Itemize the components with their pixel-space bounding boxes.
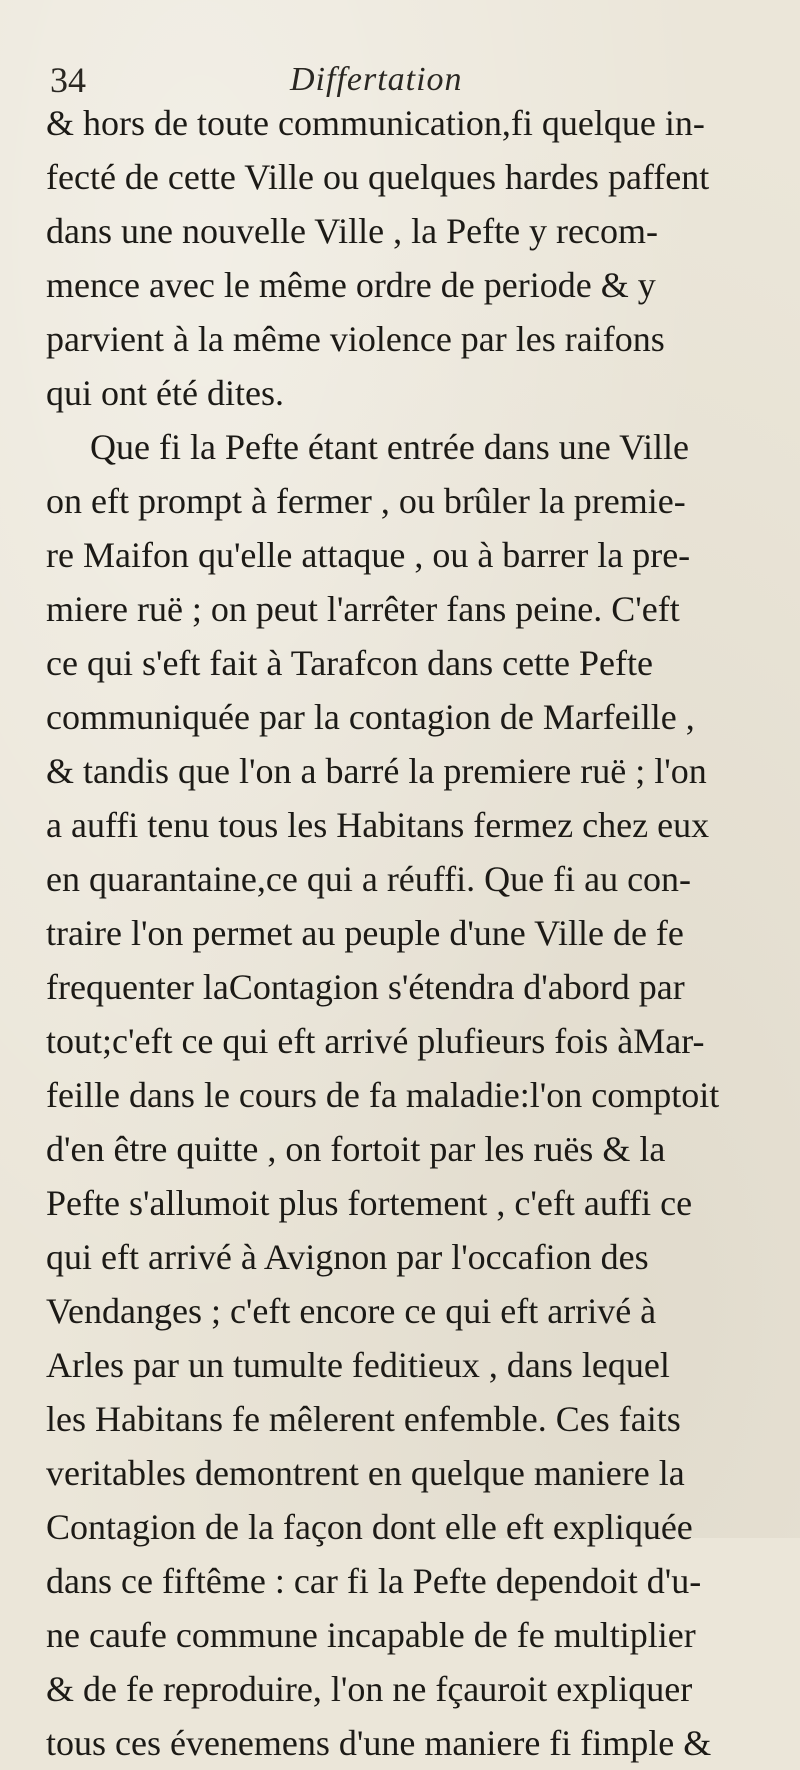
text-line: mence avec le même ordre de periode & y xyxy=(46,265,656,305)
text-line: Contagion de la façon dont elle eft expliquée xyxy=(46,1507,693,1547)
text-line: Que fi la Pefte étant entrée dans une Ville xyxy=(90,427,689,467)
text-line: Pefte s'allumoit plus fortement , c'eft auffi ce xyxy=(46,1183,693,1223)
text-line: qui ont été dites. xyxy=(46,373,284,413)
text-line: d'en être quitte , on fortoit par les ruës & la xyxy=(46,1129,666,1169)
text-line: dans ce fiftême : car fi la Pefte dependoit d'u- xyxy=(46,1561,702,1601)
text-line: feille dans le cours de fa maladie:l'on comptoit xyxy=(46,1075,720,1115)
text-line: & hors de toute communication,fi quelque in- xyxy=(46,103,705,143)
text-line: qui eft arrivé à Avignon par l'occafion des xyxy=(46,1237,649,1277)
body-text xyxy=(46,96,766,1770)
text-line: en quarantaine,ce qui a réuffi. Que fi au con- xyxy=(46,859,692,899)
text-line: fecté de cette Ville ou quelques hardes paffent xyxy=(46,157,710,197)
text-line: dans une nouvelle Ville , la Pefte y recom- xyxy=(46,211,658,251)
text-line: frequenter laContagion s'étendra d'abord par xyxy=(46,967,685,1007)
text-line: parvient à la même violence par les raifons xyxy=(46,319,665,359)
text-line: a auffi tenu tous les Habitans fermez chez eux xyxy=(46,805,710,845)
text-line: ne caufe commune incapable de fe multiplier xyxy=(46,1615,696,1655)
text-line: & de fe reproduire, l'on ne fçauroit expliquer xyxy=(46,1669,693,1709)
running-title: Differtation xyxy=(290,61,463,98)
text-line: & tandis que l'on a barré la premiere ruë ; l'on xyxy=(46,751,707,791)
text-line: veritables demontrent en quelque maniere la xyxy=(46,1453,685,1493)
text-line: tous ces évenemens d'une maniere fi fimple & xyxy=(46,1723,712,1763)
text-line: re Maifon qu'elle attaque , ou à barrer la pre- xyxy=(46,535,691,575)
text-line: on eft prompt à fermer , ou brûler la premie- xyxy=(46,481,686,521)
text-line: Arles par un tumulte feditieux , dans lequel xyxy=(46,1345,670,1385)
text-line: les Habitans fe mêlerent enfemble. Ces faits xyxy=(46,1399,681,1439)
text-line: traire l'on permet au peuple d'une Ville de fe xyxy=(46,913,684,953)
text-line: tout;c'eft ce qui eft arrivé plufieurs fois àMar- xyxy=(46,1021,705,1061)
text-line: Vendanges ; c'eft encore ce qui eft arrivé à xyxy=(46,1291,657,1331)
page-number: 34 xyxy=(50,60,86,100)
text-line: miere ruë ; on peut l'arrêter fans peine. C'eft xyxy=(46,589,680,629)
text-line: communiquée par la contagion de Marfeille , xyxy=(46,697,695,737)
text-line: ce qui s'eft fait à Tarafcon dans cette Pefte xyxy=(46,643,654,683)
